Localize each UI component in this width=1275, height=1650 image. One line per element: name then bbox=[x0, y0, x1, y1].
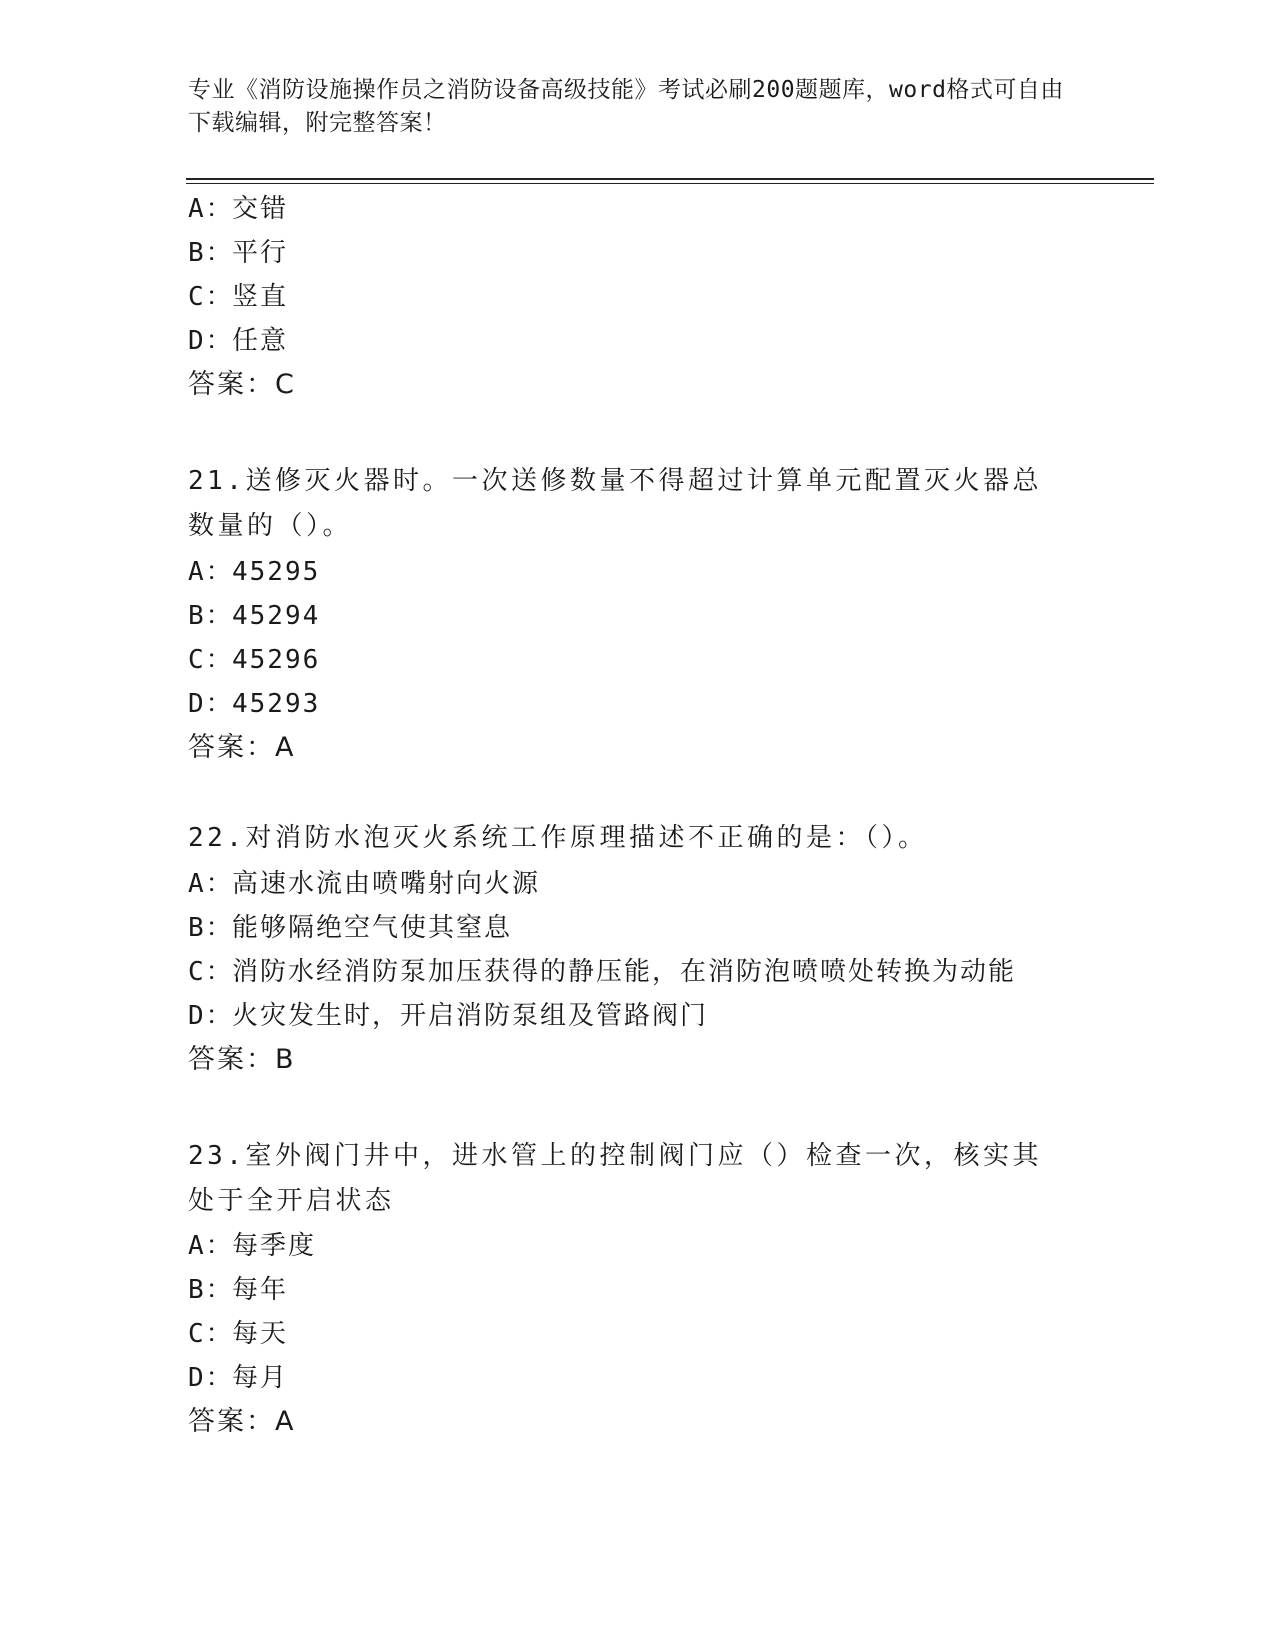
option-key: D： bbox=[188, 1363, 234, 1393]
option-text: 45294 bbox=[232, 601, 321, 631]
header-divider-thin bbox=[186, 183, 1154, 184]
option-text: 每天 bbox=[232, 1319, 289, 1349]
option-b bbox=[188, 1273, 288, 1307]
option-d bbox=[188, 324, 288, 358]
option-a bbox=[188, 1229, 316, 1263]
option-text: 45296 bbox=[232, 645, 321, 675]
option-text: 消防水经消防泵加压获得的静压能，在消防泡喷喷处转换为动能 bbox=[232, 957, 1017, 987]
question-stem-22: 22.对消防水泡灭火系统工作原理描述不正确的是：（）。 bbox=[188, 823, 928, 853]
answer-line: 答案：A bbox=[188, 732, 296, 763]
option-c bbox=[188, 643, 320, 677]
option-a bbox=[188, 867, 540, 901]
option-text: 能够隔绝空气使其窒息 bbox=[232, 913, 513, 943]
option-a bbox=[188, 192, 288, 226]
option-key: B： bbox=[188, 1275, 234, 1305]
option-text: 45295 bbox=[232, 557, 321, 587]
option-text: 任意 bbox=[232, 326, 289, 356]
option-key: D： bbox=[188, 326, 234, 356]
option-text: 高速水流由喷嘴射向火源 bbox=[232, 869, 541, 899]
option-text: 平行 bbox=[232, 238, 289, 268]
header-divider-thick bbox=[186, 178, 1154, 180]
option-text: 45293 bbox=[232, 689, 321, 719]
option-key: A： bbox=[188, 194, 234, 224]
option-key: A： bbox=[188, 869, 234, 899]
option-c bbox=[188, 280, 288, 314]
option-key: A： bbox=[188, 557, 234, 587]
option-c bbox=[188, 1317, 288, 1351]
option-c bbox=[188, 955, 1016, 989]
option-b bbox=[188, 236, 288, 270]
option-text: 每季度 bbox=[232, 1231, 317, 1261]
option-key: C： bbox=[188, 957, 234, 987]
option-key: A： bbox=[188, 1231, 234, 1261]
answer-line: 答案：A bbox=[188, 1406, 296, 1437]
option-key: B： bbox=[188, 913, 234, 943]
option-key: C： bbox=[188, 645, 234, 675]
option-b bbox=[188, 599, 320, 633]
option-b bbox=[188, 911, 512, 945]
option-text: 每年 bbox=[232, 1275, 289, 1305]
option-text: 每月 bbox=[232, 1363, 289, 1393]
option-d bbox=[188, 1361, 288, 1395]
option-d bbox=[188, 687, 320, 721]
option-text: 交错 bbox=[232, 194, 289, 224]
option-key: B： bbox=[188, 601, 234, 631]
question-stem-21: 21.送修灭火器时。一次送修数量不得超过计算单元配置灭火器总数量的（）。 bbox=[188, 466, 1042, 541]
option-text: 竖直 bbox=[232, 282, 289, 312]
option-text: 火灾发生时，开启消防泵组及管路阀门 bbox=[232, 1001, 709, 1031]
option-a bbox=[188, 555, 320, 589]
document-header: 专业《消防设施操作员之消防设备高级技能》考试必刷200题题库，word格式可自由下载编辑，附完整答案！ bbox=[188, 77, 1064, 136]
option-d bbox=[188, 999, 708, 1033]
option-key: C： bbox=[188, 1319, 234, 1349]
answer-line: 答案：C bbox=[188, 369, 296, 400]
option-key: D： bbox=[188, 689, 234, 719]
option-key: C： bbox=[188, 282, 234, 312]
answer-line: 答案：B bbox=[188, 1044, 296, 1075]
question-stem-23: 23.室外阀门井中，进水管上的控制阀门应（）检查一次，核实其处于全开启状态 bbox=[188, 1141, 1042, 1216]
option-key: B： bbox=[188, 238, 234, 268]
option-key: D： bbox=[188, 1001, 234, 1031]
